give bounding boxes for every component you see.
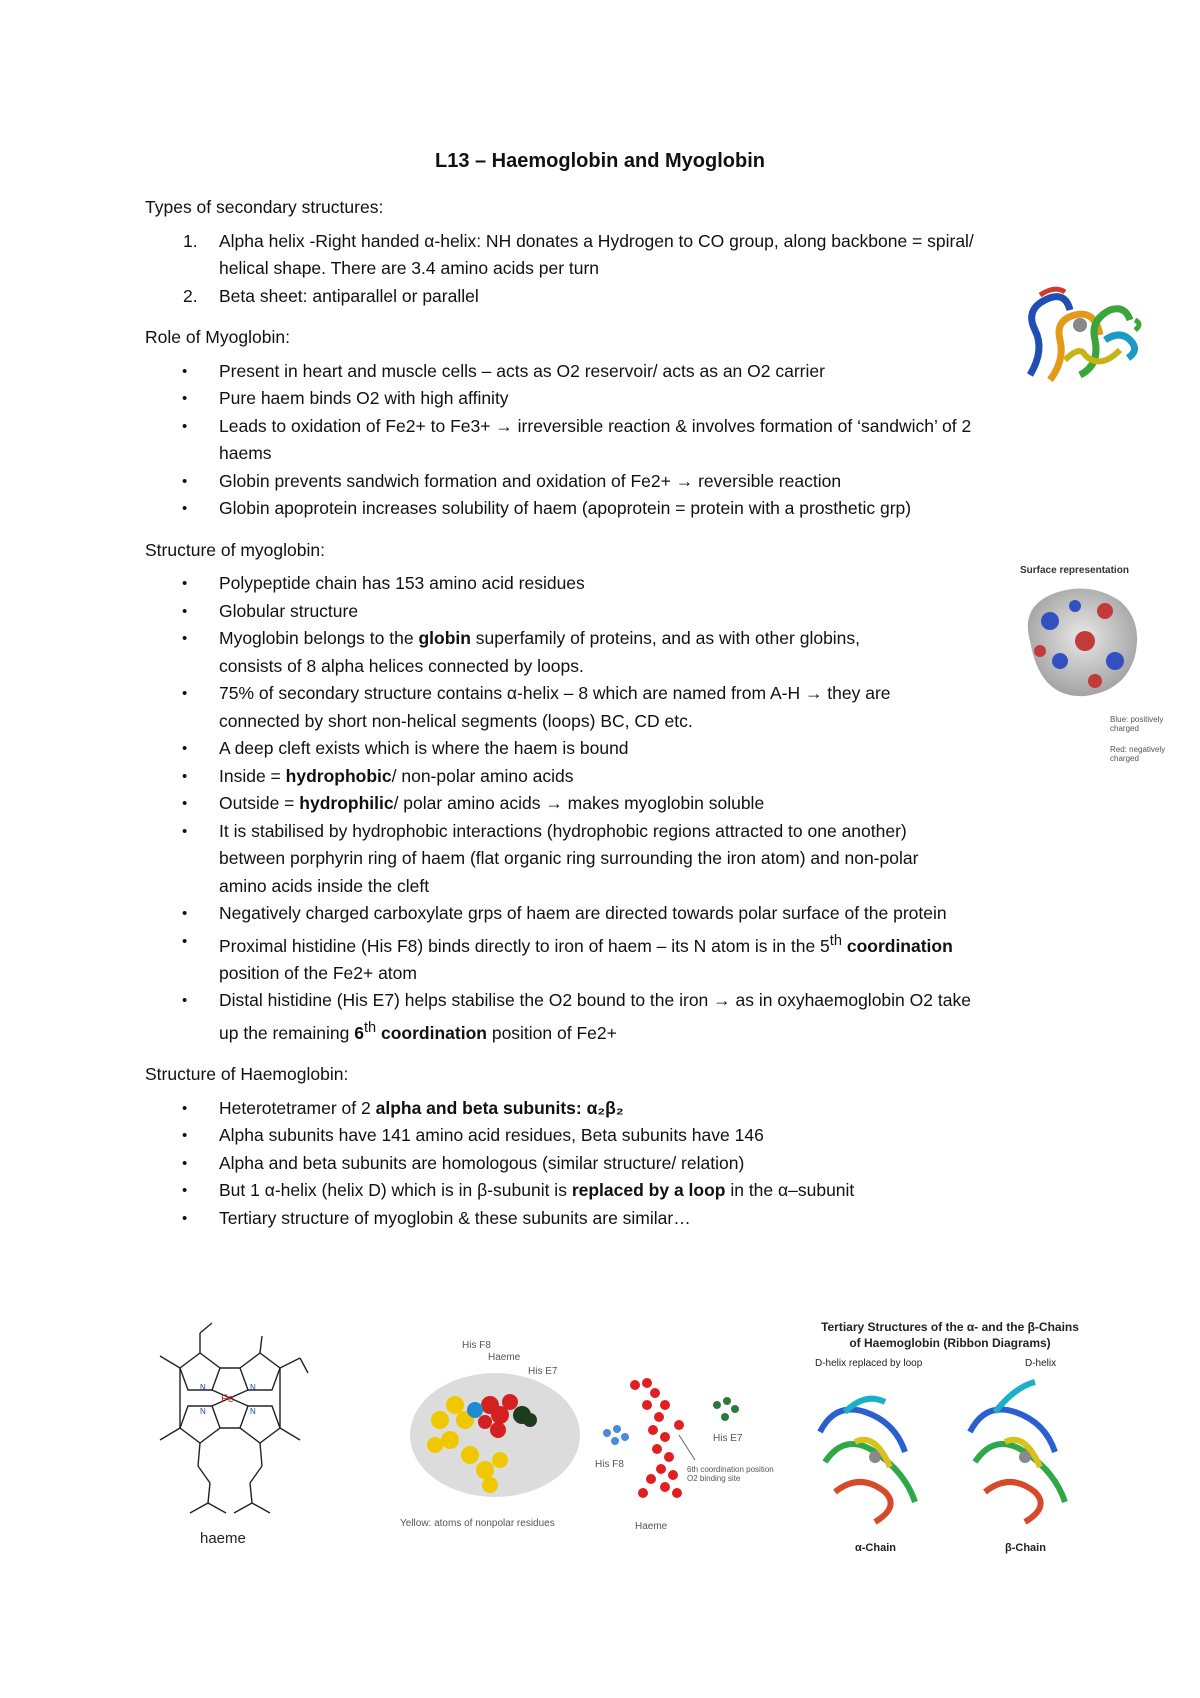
list-text: Globin apoprotein increases solubility of haem (apoprotein = protein with a prosthetic grp)	[219, 498, 912, 518]
list-text: haems	[219, 443, 272, 463]
list-text: helical shape. There are 3.4 amino acids per turn	[219, 258, 600, 278]
bold-text: 6	[354, 1022, 364, 1043]
list-item	[145, 1095, 1085, 1123]
bullet-icon: •	[182, 905, 188, 922]
bold-text: hydrophilic	[299, 793, 394, 813]
list-text: Distal histidine (His E7) helps stabilise the O2 bound to the iron → as in oxyhaemoglobin O2 take	[219, 990, 971, 1011]
bold-text: hydrophobic	[285, 765, 392, 786]
n-label: N	[250, 1383, 256, 1392]
d-helix-label: D-helix	[1025, 1358, 1057, 1369]
myoglobin-ribbon-image	[1010, 280, 1150, 395]
list-item	[145, 625, 1085, 680]
list-text: Globin prevents sandwich formation and oxidation of Fe2+ → reversible reaction	[219, 470, 842, 491]
list-item	[145, 1122, 1085, 1150]
ribbon-chains-icon	[805, 1372, 1095, 1532]
ribbon-icon	[1010, 280, 1150, 395]
bold-text: coordination	[841, 935, 953, 956]
list-text: Outside =	[219, 793, 300, 813]
list-text: A deep cleft exists which is where the haem is bound	[219, 738, 629, 758]
role-heading: Role of Myoglobin:	[145, 327, 290, 347]
superscript: th	[829, 932, 842, 949]
list-item	[145, 763, 1085, 791]
list-item	[145, 900, 1085, 928]
surface-title: Surface representation	[1020, 565, 1129, 576]
list-text: in the α–subunit	[725, 1180, 855, 1201]
list-text: But 1 α-helix (helix D) which is in β-subunit is	[219, 1180, 572, 1201]
list-text: position of the Fe2+ atom	[219, 962, 417, 983]
list-item	[145, 598, 1085, 626]
ribbon-title-line-1: Tertiary Structures of the α- and the β-Chains	[821, 1320, 1079, 1334]
list-item	[145, 680, 1085, 735]
bullet-icon: •	[182, 1127, 188, 1145]
list-text: connected by short non-helical segments (loops) BC, CD etc.	[219, 710, 693, 731]
n-label: N	[200, 1383, 206, 1392]
d-helix-replaced-label: D-helix replaced by loop	[815, 1358, 923, 1369]
list-text: Proximal histidine (His F8) binds directly to iron of haem – its N atom is in the 5	[219, 935, 830, 956]
list-text: Heterotetramer of 2	[219, 1097, 376, 1118]
ribbon-title-line-2: of Haemoglobin (Ribbon Diagrams)	[849, 1336, 1051, 1350]
list-number: 2.	[183, 285, 198, 306]
sixth-position-caption: 6th coordination position O2 binding site	[687, 1465, 774, 1483]
his-f8-label: His F8	[462, 1340, 491, 1351]
list-text: Alpha subunits have 141 amino acid residues, Beta subunits have 146	[219, 1125, 764, 1146]
list-item	[145, 1205, 1085, 1233]
list-text: Polypeptide chain has 153 amino acid residues	[219, 573, 585, 593]
list-item	[145, 413, 1085, 468]
list-text: amino acids inside the cleft	[219, 875, 430, 896]
list-text: between porphyrin ring of haem (flat organic ring surrounding the iron atom) and non-polar	[219, 848, 919, 868]
list-number: 1.	[183, 230, 198, 251]
list-text: Pure haem binds O2 with high affinity	[219, 388, 509, 408]
haemoglobin-heading: Structure of Haemoglobin:	[145, 1064, 349, 1085]
space-filling-figure	[400, 1340, 590, 1535]
list-text: 75% of secondary structure contains α-helix – 8 which are named from A-H → they are	[219, 683, 891, 703]
n-label: N	[200, 1407, 206, 1416]
haeme-structure-figure	[150, 1318, 310, 1558]
bullet-icon: •	[182, 390, 188, 407]
haeme-bottom-caption: Haeme	[635, 1521, 668, 1532]
haeme-caption: haeme	[200, 1530, 246, 1547]
list-item	[145, 1177, 1085, 1205]
list-item	[145, 1150, 1085, 1178]
list-item	[145, 928, 1085, 988]
list-text: position of Fe2+	[486, 1022, 617, 1043]
bullet-icon: •	[182, 1182, 188, 1200]
bullet-icon: •	[182, 500, 188, 517]
bullet-icon: •	[182, 472, 188, 490]
ball-stick-icon	[595, 1375, 780, 1515]
list-text: / polar amino acids → makes myoglobin soluble	[393, 793, 765, 813]
list-item	[145, 385, 1085, 413]
list-item	[145, 818, 1085, 901]
bullet-icon: •	[182, 575, 188, 592]
notes-body	[145, 194, 1085, 1242]
haemoglobin-list	[145, 1095, 1085, 1233]
list-text: consists of 8 alpha helices connected by loops.	[219, 655, 584, 676]
list-text: Beta sheet: antiparallel or parallel	[219, 285, 479, 306]
list-text: Globular structure	[219, 600, 359, 621]
surface-representation-figure	[1010, 565, 1170, 775]
yellow-caption: Yellow: atoms of nonpolar residues	[400, 1518, 555, 1529]
list-item	[145, 468, 1085, 496]
bullet-icon: •	[182, 822, 188, 840]
bold-text: replaced by a loop	[571, 1180, 726, 1201]
list-text: Inside =	[219, 765, 286, 786]
ribbon-diagrams-figure	[805, 1320, 1095, 1560]
myoglobin-list	[145, 570, 1085, 1047]
space-filling-icon	[400, 1360, 590, 1510]
bullet-icon: •	[182, 932, 188, 950]
haeme-label: Haeme	[488, 1352, 521, 1363]
superscript: th	[363, 1019, 377, 1036]
bold-text: alpha and beta subunits: α₂β₂	[375, 1097, 624, 1118]
list-item	[145, 570, 1085, 598]
list-item	[145, 790, 1085, 818]
surface-blue-caption: Blue: positively charged	[1110, 715, 1164, 733]
surface-red-caption: Red: negatively charged	[1110, 745, 1166, 763]
list-text: Alpha and beta subunits are homologous (similar structure/ relation)	[219, 1152, 745, 1173]
bold-text: globin	[418, 628, 471, 648]
bullet-icon: •	[182, 767, 188, 785]
bullet-icon: •	[182, 992, 188, 1010]
secondary-heading: Types of secondary structures:	[145, 197, 384, 217]
bullet-icon: •	[182, 362, 188, 380]
role-list	[145, 358, 1085, 523]
his-f8-caption: His F8	[595, 1459, 624, 1470]
list-item	[145, 358, 1085, 386]
list-text: Present in heart and muscle cells – acts as O2 reservoir/ acts as an O2 carrier	[219, 360, 825, 381]
list-text: Tertiary structure of myoglobin & these subunits are similar…	[219, 1207, 691, 1228]
list-text: / non-polar amino acids	[391, 765, 574, 786]
list-item	[145, 495, 1085, 523]
porphyrin-ring-icon	[150, 1318, 310, 1528]
list-text: It is stabilised by hydrophobic interactions (hydrophobic regions attracted to one another)	[219, 820, 907, 841]
bullet-icon: •	[182, 685, 188, 702]
bullet-icon: •	[182, 1209, 188, 1227]
his-e7-label: His E7	[528, 1366, 558, 1377]
list-text: up the remaining	[219, 1022, 355, 1043]
list-text: Leads to oxidation of Fe2+ to Fe3+ → irreversible reaction & involves formation of ‘sandwich’ of 2	[219, 415, 972, 436]
beta-chain-label: β-Chain	[1005, 1542, 1046, 1554]
list-text: superfamily of proteins, and as with other globins,	[470, 628, 861, 648]
bullet-icon: •	[182, 795, 188, 812]
list-item	[145, 228, 1085, 283]
alpha-chain-label: α-Chain	[855, 1542, 896, 1554]
bold-text: coordination	[376, 1022, 487, 1043]
bullet-icon: •	[182, 417, 188, 435]
page-title: L13 – Haemoglobin and Myoglobin	[434, 150, 766, 172]
list-item	[145, 735, 1085, 763]
myoglobin-heading: Structure of myoglobin:	[145, 539, 325, 560]
list-text: Myoglobin belongs to the	[219, 628, 419, 648]
bullet-icon: •	[182, 630, 188, 647]
n-label: N	[250, 1407, 256, 1416]
his-e7-caption: His E7	[713, 1433, 743, 1444]
bullet-icon: •	[182, 602, 188, 620]
list-item	[145, 283, 1085, 311]
list-item	[145, 987, 1085, 1047]
bullet-icon: •	[182, 1099, 188, 1117]
haeme-histidine-figure	[595, 1375, 780, 1535]
list-text: Alpha helix -Right handed α-helix: NH donates a Hydrogen to CO group, along backbone = spiral/	[219, 230, 974, 251]
bullet-icon: •	[182, 740, 188, 757]
secondary-list	[145, 228, 1085, 311]
surface-blob-icon	[1015, 581, 1145, 701]
list-text: Negatively charged carboxylate grps of haem are directed towards polar surface of the protein	[219, 903, 947, 923]
bullet-icon: •	[182, 1154, 188, 1172]
fe-label: Fe	[221, 1393, 234, 1405]
